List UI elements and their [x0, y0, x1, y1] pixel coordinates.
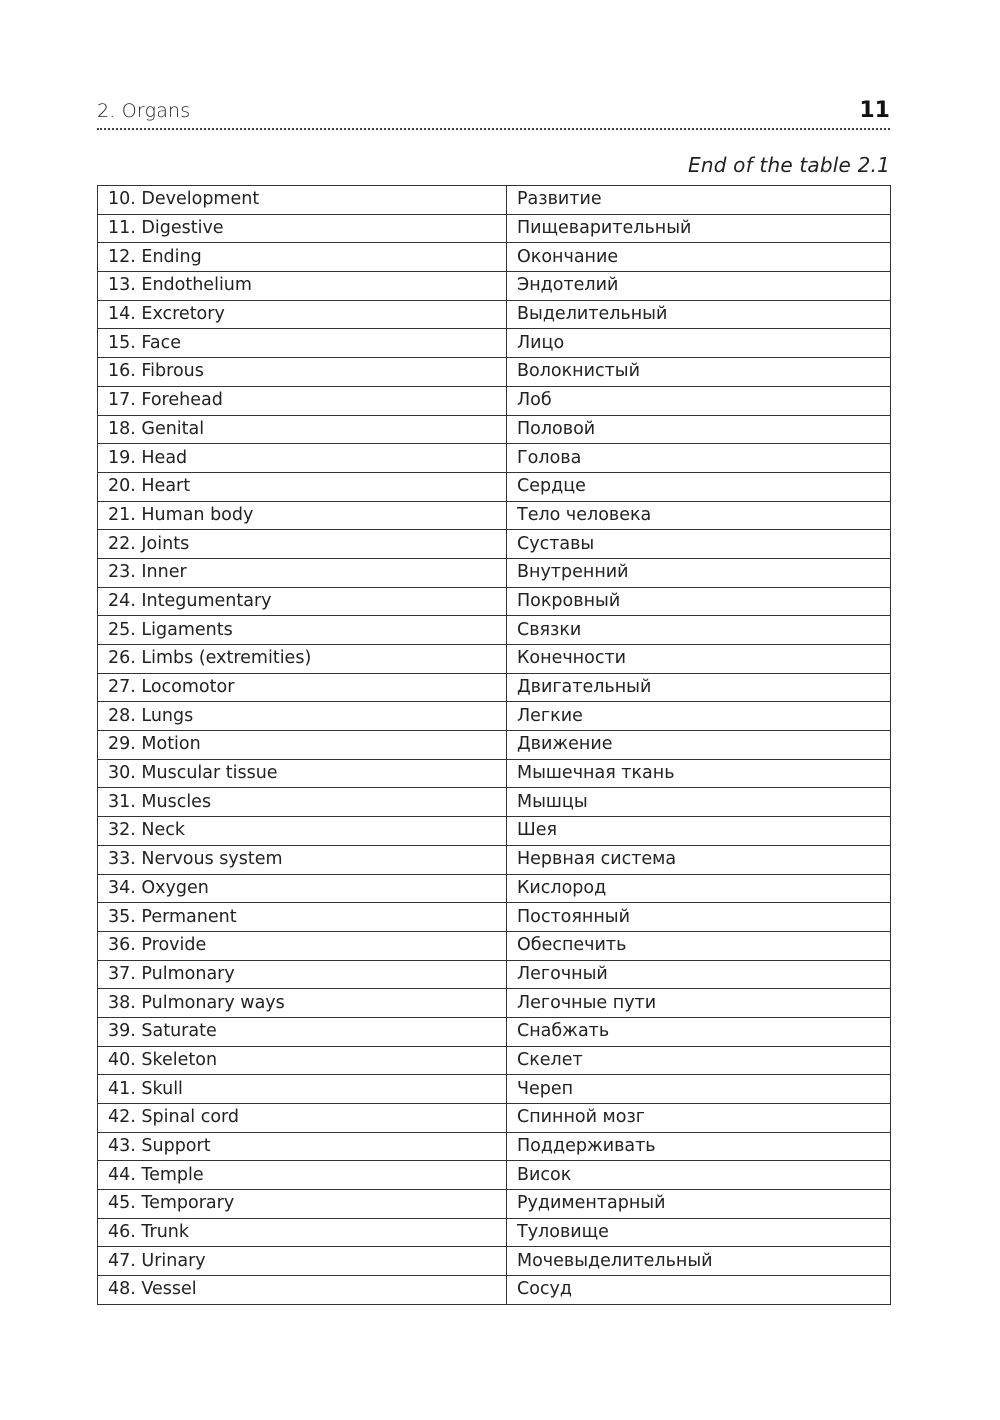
- term-cell: 19. Head: [98, 444, 507, 473]
- translation-cell: Конечности: [507, 645, 891, 674]
- term-cell: 45. Temporary: [98, 1190, 507, 1219]
- chapter-title: 2. Organs: [97, 100, 191, 122]
- term-cell: 20. Heart: [98, 472, 507, 501]
- table-row: [98, 472, 891, 501]
- translation-cell: Обеспечить: [507, 931, 891, 960]
- table-row: [98, 272, 891, 301]
- translation-cell: Нервная система: [507, 845, 891, 874]
- translation-cell: Сосуд: [507, 1276, 891, 1305]
- translation-cell: Снабжать: [507, 1017, 891, 1046]
- translation-cell: Связки: [507, 616, 891, 645]
- translation-cell: Выделительный: [507, 300, 891, 329]
- translation-cell: Развитие: [507, 186, 891, 215]
- table-row: [98, 759, 891, 788]
- table-row: [98, 558, 891, 587]
- translation-cell: Лицо: [507, 329, 891, 358]
- translation-cell: Мышечная ткань: [507, 759, 891, 788]
- translation-cell: Легкие: [507, 702, 891, 731]
- table-row: [98, 358, 891, 387]
- table-row: [98, 731, 891, 760]
- table-row: [98, 300, 891, 329]
- translation-cell: Движение: [507, 731, 891, 760]
- term-cell: 28. Lungs: [98, 702, 507, 731]
- table-row: [98, 788, 891, 817]
- translation-cell: Пищеварительный: [507, 214, 891, 243]
- table-row: [98, 1218, 891, 1247]
- table-row: [98, 214, 891, 243]
- term-cell: 27. Locomotor: [98, 673, 507, 702]
- table-row: [98, 903, 891, 932]
- table-row: [98, 817, 891, 846]
- glossary-table-body: [98, 186, 891, 1305]
- table-row: [98, 1075, 891, 1104]
- translation-cell: Лоб: [507, 386, 891, 415]
- term-cell: 34. Oxygen: [98, 874, 507, 903]
- translation-cell: Легочный: [507, 960, 891, 989]
- term-cell: 48. Vessel: [98, 1276, 507, 1305]
- translation-cell: Половой: [507, 415, 891, 444]
- table-row: [98, 702, 891, 731]
- translation-cell: Поддерживать: [507, 1132, 891, 1161]
- table-row: [98, 243, 891, 272]
- translation-cell: Скелет: [507, 1046, 891, 1075]
- translation-cell: Двигательный: [507, 673, 891, 702]
- translation-cell: Волокнистый: [507, 358, 891, 387]
- translation-cell: Мышцы: [507, 788, 891, 817]
- term-cell: 11. Digestive: [98, 214, 507, 243]
- term-cell: 36. Provide: [98, 931, 507, 960]
- table-row: [98, 874, 891, 903]
- term-cell: 25. Ligaments: [98, 616, 507, 645]
- term-cell: 41. Skull: [98, 1075, 507, 1104]
- table-row: [98, 501, 891, 530]
- table-row: [98, 1017, 891, 1046]
- term-cell: 38. Pulmonary ways: [98, 989, 507, 1018]
- table-row: [98, 616, 891, 645]
- translation-cell: Легочные пути: [507, 989, 891, 1018]
- term-cell: 39. Saturate: [98, 1017, 507, 1046]
- translation-cell: Эндотелий: [507, 272, 891, 301]
- table-row: [98, 1247, 891, 1276]
- term-cell: 22. Joints: [98, 530, 507, 559]
- table-row: [98, 1276, 891, 1305]
- table-row: [98, 989, 891, 1018]
- table-row: [98, 1046, 891, 1075]
- term-cell: 16. Fibrous: [98, 358, 507, 387]
- table-row: [98, 1104, 891, 1133]
- translation-cell: Голова: [507, 444, 891, 473]
- translation-cell: Внутренний: [507, 558, 891, 587]
- term-cell: 18. Genital: [98, 415, 507, 444]
- translation-cell: Кислород: [507, 874, 891, 903]
- table-row: [98, 530, 891, 559]
- translation-cell: Окончание: [507, 243, 891, 272]
- term-cell: 10. Development: [98, 186, 507, 215]
- table-row: [98, 1161, 891, 1190]
- table-row: [98, 1190, 891, 1219]
- term-cell: 40. Skeleton: [98, 1046, 507, 1075]
- translation-cell: Череп: [507, 1075, 891, 1104]
- term-cell: 29. Motion: [98, 731, 507, 760]
- term-cell: 17. Forehead: [98, 386, 507, 415]
- table-row: [98, 960, 891, 989]
- table-row: [98, 415, 891, 444]
- translation-cell: Покровный: [507, 587, 891, 616]
- translation-cell: Суставы: [507, 530, 891, 559]
- table-caption: End of the table 2.1: [688, 153, 890, 177]
- table-row: [98, 186, 891, 215]
- term-cell: 44. Temple: [98, 1161, 507, 1190]
- header-divider: [97, 128, 890, 130]
- term-cell: 46. Trunk: [98, 1218, 507, 1247]
- term-cell: 35. Permanent: [98, 903, 507, 932]
- table-row: [98, 931, 891, 960]
- term-cell: 26. Limbs (extremities): [98, 645, 507, 674]
- table-row: [98, 845, 891, 874]
- term-cell: 42. Spinal cord: [98, 1104, 507, 1133]
- term-cell: 21. Human body: [98, 501, 507, 530]
- term-cell: 13. Endothelium: [98, 272, 507, 301]
- translation-cell: Рудиментарный: [507, 1190, 891, 1219]
- term-cell: 32. Neck: [98, 817, 507, 846]
- term-cell: 31. Muscles: [98, 788, 507, 817]
- translation-cell: Постоянный: [507, 903, 891, 932]
- table-row: [98, 386, 891, 415]
- translation-cell: Тело человека: [507, 501, 891, 530]
- translation-cell: Мочевыделительный: [507, 1247, 891, 1276]
- term-cell: 37. Pulmonary: [98, 960, 507, 989]
- translation-cell: Сердце: [507, 472, 891, 501]
- term-cell: 33. Nervous system: [98, 845, 507, 874]
- table-row: [98, 1132, 891, 1161]
- translation-cell: Шея: [507, 817, 891, 846]
- term-cell: 15. Face: [98, 329, 507, 358]
- term-cell: 43. Support: [98, 1132, 507, 1161]
- translation-cell: Висок: [507, 1161, 891, 1190]
- term-cell: 24. Integumentary: [98, 587, 507, 616]
- term-cell: 30. Muscular tissue: [98, 759, 507, 788]
- glossary-table: [97, 185, 891, 1305]
- translation-cell: Туловище: [507, 1218, 891, 1247]
- term-cell: 23. Inner: [98, 558, 507, 587]
- table-row: [98, 329, 891, 358]
- table-row: [98, 444, 891, 473]
- term-cell: 47. Urinary: [98, 1247, 507, 1276]
- page-number: 11: [859, 98, 890, 123]
- translation-cell: Спинной мозг: [507, 1104, 891, 1133]
- table-row: [98, 587, 891, 616]
- table-row: [98, 673, 891, 702]
- term-cell: 12. Ending: [98, 243, 507, 272]
- term-cell: 14. Excretory: [98, 300, 507, 329]
- table-row: [98, 645, 891, 674]
